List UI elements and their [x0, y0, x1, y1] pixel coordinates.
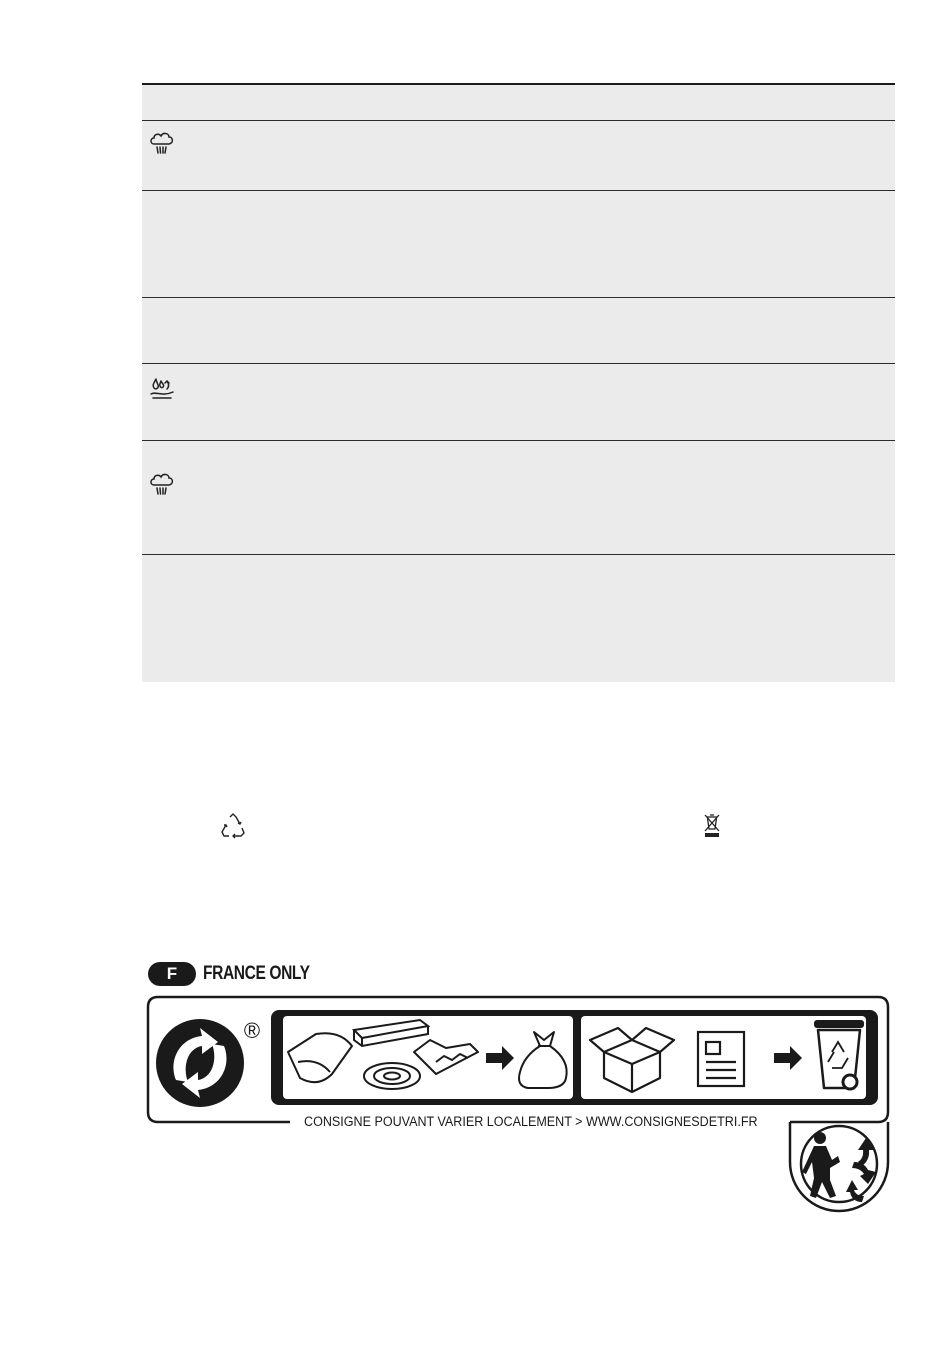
- france-title: FRANCE ONLY: [203, 963, 310, 984]
- registered-mark: ®: [243, 1018, 261, 1043]
- triman-icon: [801, 1126, 877, 1202]
- green-dot-icon: [156, 1019, 244, 1107]
- triman-caption: CONSIGNE POUVANT VARIER LOCALEMENT > WWW.CONSIGNESDETRI.FR: [304, 1114, 758, 1129]
- france-badge: F: [148, 962, 196, 986]
